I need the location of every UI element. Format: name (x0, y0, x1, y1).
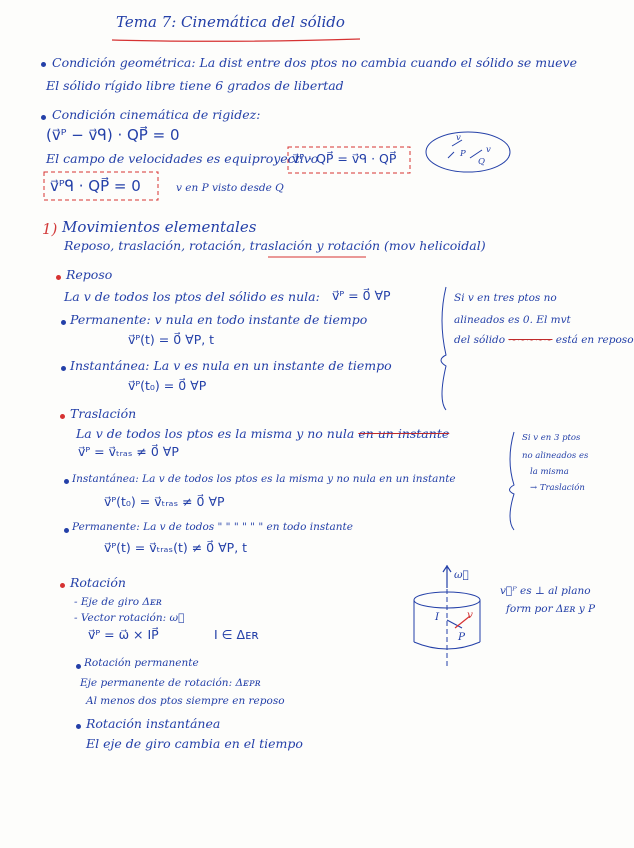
rotacion-inst-line1: El eje de giro cambia en el tiempo (86, 736, 303, 751)
diagram-label-omega: ω⃗ (454, 569, 469, 581)
bullet-dot (41, 62, 46, 67)
traslacion-heading: Traslación (70, 406, 137, 421)
reposo-note-3a: del sólido (454, 334, 506, 346)
rotacion-side-note-2: form por Δᴇʀ y P (506, 603, 596, 615)
rotacion-perm-line1: Eje permanente de rotación: Δᴇᴘʀ (80, 677, 261, 689)
traslacion-inst-formula: v⃗ᴾ(t₀) = v⃗ₜᵣₐₛ ≠ 0⃗ ∀P (104, 494, 225, 509)
reposo-perm-label: Permanente: v nula en todo instante de tiempo (70, 312, 368, 327)
bullet-dot (76, 724, 81, 729)
rotacion-formula-cond: I ∈ Δᴇʀ (214, 627, 259, 642)
traslacion-line-b: en un instante (358, 426, 450, 441)
cond-cin-heading: Condición cinemática de rigidez: (52, 107, 261, 122)
reposo-heading: Reposo (66, 267, 113, 282)
rotacion-axis: - Eje de giro Δᴇʀ (74, 596, 162, 608)
traslacion-note-4: → Traslación (530, 483, 585, 493)
diagram-label-i: I (435, 611, 440, 623)
rotacion-inst-heading: Rotación instantánea (86, 716, 221, 731)
rotacion-formula: v⃗ᴾ = ω⃗ × IP⃗ (88, 627, 159, 642)
bullet-dot (61, 320, 66, 325)
cond-geo-line2: El sólido rígido libre tiene 6 grados de libertad (46, 78, 344, 93)
sketch-label: P (460, 149, 466, 159)
pq-note: v en P visto desde Q (176, 182, 284, 194)
reposo-note-3b: está en reposo (555, 334, 634, 346)
equiprojective-formula: v⃗ᴾ · QP⃗ = v⃗ᑫ · QP⃗ (292, 151, 397, 166)
traslacion-note-3: la misma (530, 467, 569, 477)
section-subtitle-b: traslación y rotación (249, 238, 381, 253)
diagram-label-v: v (467, 609, 473, 621)
reposo-line: La v de todos los ptos del sólido es nula: (64, 289, 320, 304)
reposo-note-1: Si v en tres ptos no (454, 292, 557, 304)
rotacion-vector: - Vector rotación: ω⃗ (74, 612, 185, 624)
sketch-label: v (486, 145, 491, 155)
reposo-perm-formula: v⃗ᴾ(t) = 0⃗ ∀P, t (128, 332, 215, 347)
rotacion-side-note-1: v⃗ᴾ es ⊥ al plano (500, 585, 591, 597)
sketch-label: v (456, 133, 461, 143)
section-heading: Movimientos elementales (62, 218, 257, 236)
bullet-dot (61, 366, 66, 371)
pq-formula: v⃗ᴾᑫ · QP⃗ = 0 (50, 177, 141, 195)
bullet-dot (41, 115, 46, 120)
section-number: 1) (42, 220, 58, 238)
cond-geo-line1: Condición geométrica: La dist entre dos ptos no cambia cuando el sólido se mueve (52, 55, 577, 70)
reposo-inst-formula: v⃗ᴾ(t₀) = 0⃗ ∀P (128, 378, 207, 393)
reposo-inst-label: Instantánea: La v es nula en un instante de tiempo (70, 358, 392, 373)
bullet-dot (64, 528, 69, 533)
bullet-dot (64, 479, 69, 484)
equiprojective-text: El campo de velocidades es equiproyectivo (46, 151, 319, 166)
bullet-dot (60, 583, 65, 588)
rigidity-formula: (v⃗ᴾ − v⃗ᑫ) · QP⃗ = 0 (46, 126, 180, 144)
reposo-note-3: del sólido ~~~~~ está en reposo (454, 334, 634, 346)
traslacion-line-a: La v de todos los ptos es la misma y no nula (76, 426, 355, 441)
traslacion-inst-label: Instantánea: La v de todos los ptos es la misma y no nula en un instante (72, 473, 456, 485)
traslacion-line (76, 428, 449, 441)
section-subtitle-a: Reposo, traslación, rotación, (64, 238, 246, 253)
reposo-formula: v⃗ᴾ = 0⃗ ∀P (332, 288, 391, 303)
traslacion-note-2: no alineados es (522, 451, 589, 461)
page-title: Tema 7: Cinemática del sólido (116, 13, 345, 31)
section-subtitle-c: (mov helicoidal) (384, 238, 486, 253)
traslacion-perm-label: Permanente: La v de todos " " " " " " en todo instante (72, 521, 353, 533)
bullet-dot (56, 275, 61, 280)
bullet-dot (76, 664, 81, 669)
rotacion-perm-line2: Al menos dos ptos siempre en reposo (86, 695, 285, 707)
rotacion-heading: Rotación (70, 575, 126, 590)
diagram-label-p: P (458, 631, 466, 643)
traslacion-formula: v⃗ᴾ = v⃗ₜᵣₐₛ ≠ 0⃗ ∀P (78, 444, 179, 459)
reposo-note-2: alineados es 0. El mvt (454, 314, 571, 326)
section-subtitle (64, 240, 486, 253)
sketch-label: Q (478, 157, 485, 167)
bullet-dot (60, 414, 65, 419)
traslacion-perm-formula: v⃗ᴾ(t) = v⃗ₜᵣₐₛ(t) ≠ 0⃗ ∀P, t (104, 540, 248, 555)
traslacion-note-1: Si v en 3 ptos (522, 433, 581, 443)
rotacion-perm-heading: Rotación permanente (84, 657, 199, 669)
